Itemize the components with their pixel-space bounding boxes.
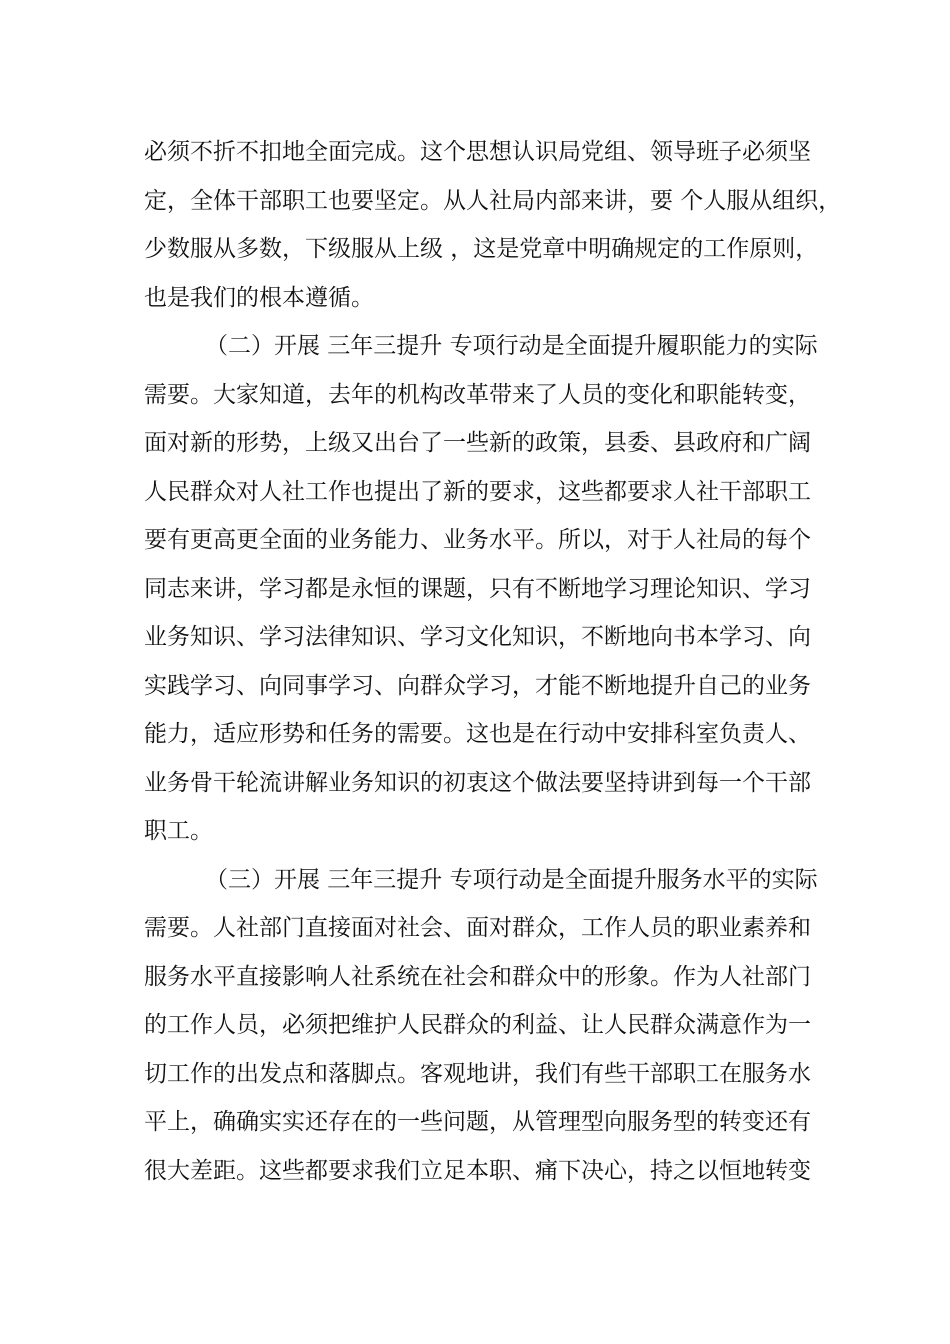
text-line: 实践学习、向同事学习、向群众学习，才能不断地提升自己的业务 [144, 672, 811, 699]
text-line: 定，全体干部职工也要坚定。从人社局内部来讲，要 个人服从组织， [144, 187, 842, 214]
text-line: 同志来讲，学习都是永恒的课题，只有不断地学习理论知识、学习 [144, 575, 811, 602]
text-line: 很大差距。这些都要求我们立足本职、痛下决心，持之以恒地转变 [144, 1157, 811, 1184]
text-line: 职工。 [144, 818, 213, 844]
paragraph-heading-line: （二）开展 三年三提升 专项行动是全面提升履职能力的实际 [205, 333, 818, 359]
paragraph-heading-line: （三）开展 三年三提升 专项行动是全面提升服务水平的实际 [205, 866, 818, 893]
text-line: 少数服从多数，下级服从上级 ，这是党章中明确规定的工作原则， [144, 236, 819, 262]
text-line: 平上，确确实实还存在的一些问题，从管理型向服务型的转变还有 [144, 1109, 811, 1135]
text-line: 必须不折不扣地全面完成。这个思想认识局党组、领导班子必须坚 [144, 139, 811, 165]
text-line: 面对新的形势，上级又出台了一些新的政策，县委、县政府和广阔 [144, 430, 811, 456]
document-body [144, 128, 842, 1195]
text-line: 需要。大家知道，去年的机构改革带来了人员的变化和职能转变， [144, 381, 811, 408]
text-line: 的工作人员，必须把维护人民群众的利益、让人民群众满意作为一 [144, 1012, 811, 1038]
text-line: 切工作的出发点和落脚点。客观地讲，我们有些干部职工在服务水 [144, 1060, 811, 1087]
text-line: 人民群众对人社工作也提出了新的要求，这些都要求人社干部职工 [144, 478, 811, 505]
text-line: 要有更高更全面的业务能力、业务水平。所以，对于人社局的每个 [144, 527, 811, 553]
text-line: 服务水平直接影响人社系统在社会和群众中的形象。作为人社部门 [144, 963, 811, 990]
text-line: 也是我们的根本遵循。 [144, 284, 374, 311]
text-line: 能力，适应形势和任务的需要。这也是在行动中安排科室负责人、 [144, 721, 811, 747]
text-line: 需要。人社部门直接面对社会、面对群众，工作人员的职业素养和 [144, 915, 811, 941]
text-line: 业务骨干轮流讲解业务知识的初衷这个做法要坚持讲到每一个干部 [144, 769, 811, 796]
text-line: 业务知识、学习法律知识、学习文化知识，不断地向书本学习、向 [144, 624, 811, 650]
